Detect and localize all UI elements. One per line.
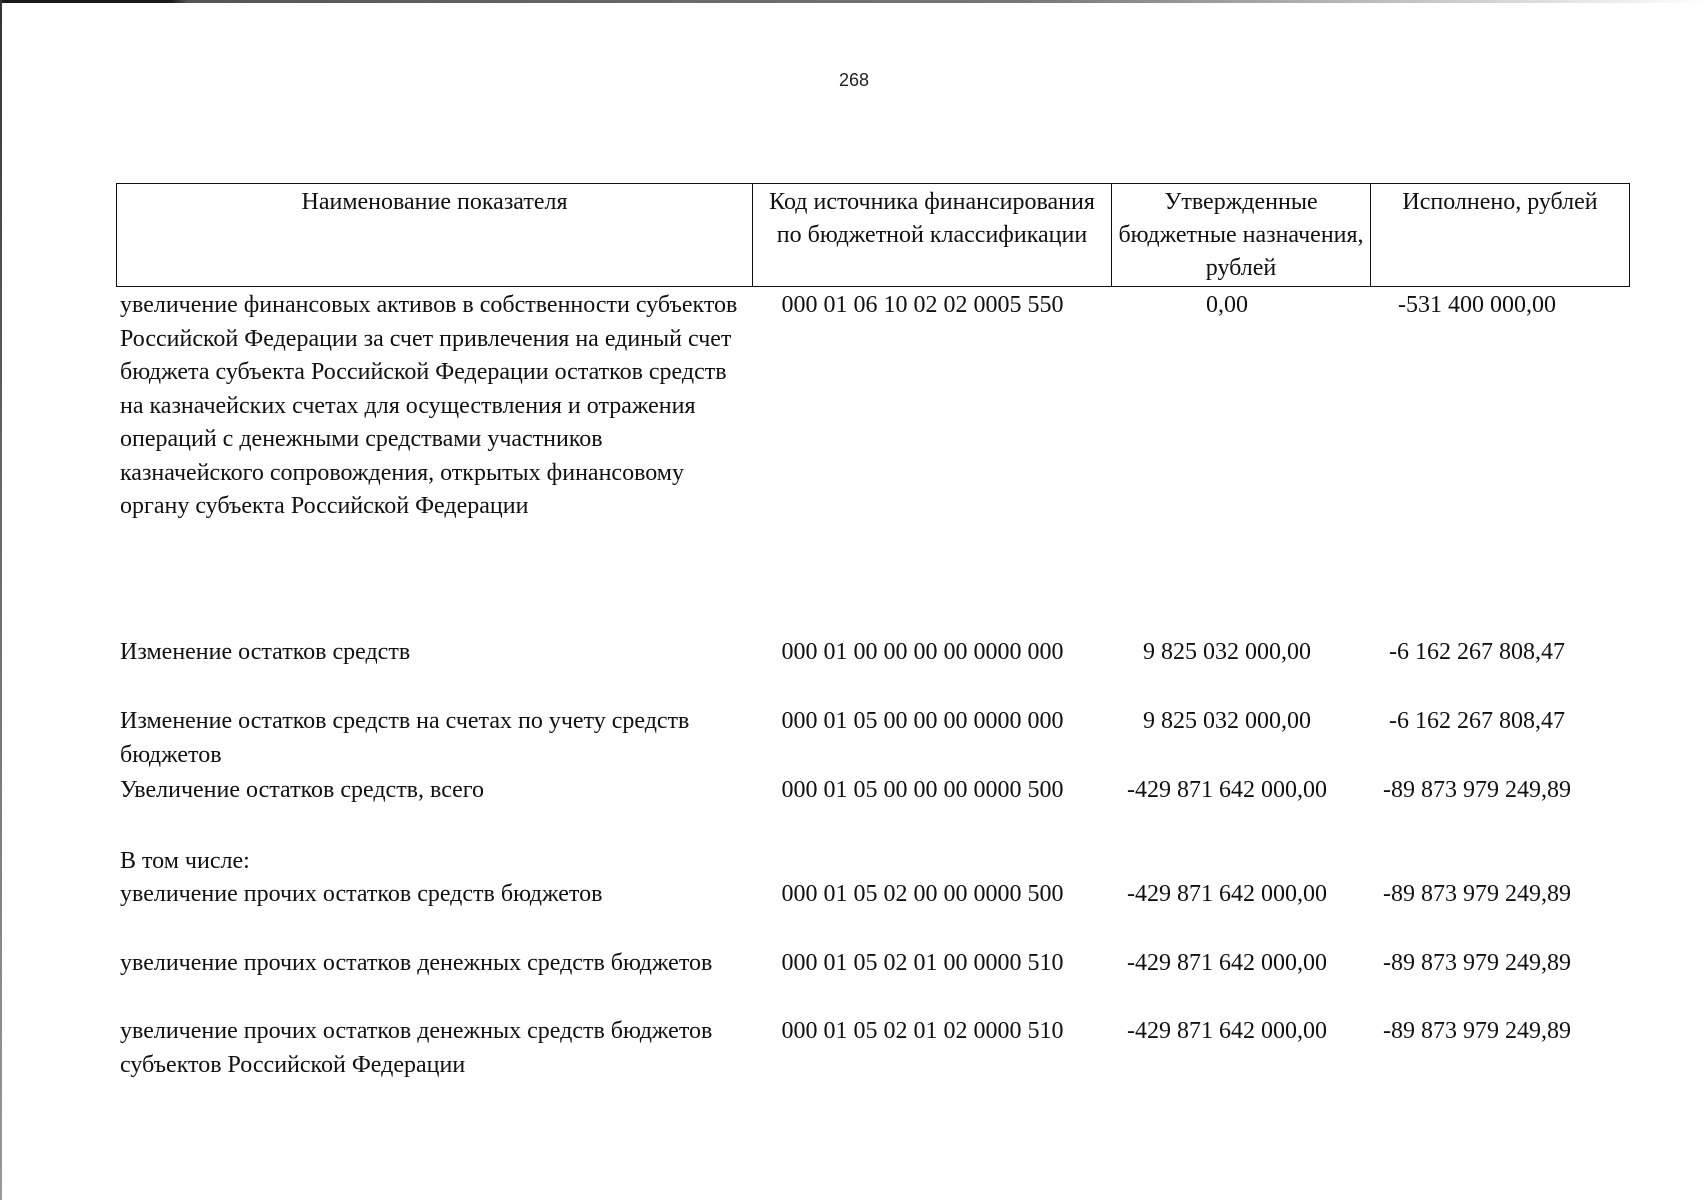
row-approved: -429 871 642 000,00 (1127, 777, 1327, 803)
row-name: Изменение остатков средств (120, 639, 411, 665)
row-executed: -531 400 000,00 (1398, 292, 1556, 318)
row-code: 000 01 05 02 01 02 0000 510 (781, 1018, 1064, 1044)
row-name: увеличение прочих остатков денежных средств бюджетов субъектов Российской Федерации (120, 1018, 713, 1078)
row-code: 000 01 05 00 00 00 0000 500 (781, 777, 1064, 803)
row-executed: -89 873 979 249,89 (1383, 881, 1571, 907)
row-approved: -429 871 642 000,00 (1127, 881, 1327, 907)
header-executed: Исполнено, рублей (1371, 184, 1630, 287)
row-code: 000 01 05 02 00 00 0000 500 (781, 881, 1064, 907)
row-executed: -89 873 979 249,89 (1383, 1018, 1571, 1044)
row-code: 000 01 05 00 00 00 0000 000 (781, 708, 1064, 734)
row-executed: -89 873 979 249,89 (1383, 777, 1571, 803)
row-name: увеличение прочих остатков денежных средств бюджетов (120, 950, 713, 976)
row-approved: -429 871 642 000,00 (1127, 1018, 1327, 1044)
row-code: 000 01 06 10 02 02 0005 550 (781, 292, 1064, 318)
header-name: Наименование показателя (117, 184, 753, 287)
row-approved: 9 825 032 000,00 (1143, 708, 1311, 734)
row-executed: -6 162 267 808,47 (1389, 708, 1565, 734)
table-header (116, 183, 1630, 287)
row-approved: -429 871 642 000,00 (1127, 950, 1327, 976)
header-approved: Утвержденные бюджетные назначения, рублей (1112, 184, 1371, 287)
row-name: увеличение финансовых активов в собственности субъектов Российской Федерации за счет привлечения на единый счет бюджета субъекта Российской Федерации остатков средств на казначейских счетах для осуществления и отражения операций с денежными средствами участников казначейского сопровождения, открытых финансовому органу субъекта Российской Федерации (120, 292, 738, 519)
page-number: 268 (838, 70, 870, 90)
row-code: 000 01 05 02 01 00 0000 510 (781, 950, 1064, 976)
row-approved: 9 825 032 000,00 (1143, 639, 1311, 665)
row-approved: 0,00 (1206, 292, 1248, 318)
row-name: Изменение остатков средств на счетах по учету средств бюджетов (120, 708, 690, 768)
row-name: увеличение прочих остатков средств бюджетов (120, 881, 603, 907)
row-name: Увеличение остатков средств, всего (120, 777, 485, 803)
row-name: В том числе: (120, 848, 250, 874)
row-executed: -89 873 979 249,89 (1383, 950, 1571, 976)
scan-edge-top (0, 0, 1708, 3)
row-code: 000 01 00 00 00 00 0000 000 (781, 639, 1064, 665)
row-executed: -6 162 267 808,47 (1389, 639, 1565, 665)
header-code: Код источника финансирования по бюджетной классификации (753, 184, 1112, 287)
scan-edge-left (0, 0, 2, 1200)
